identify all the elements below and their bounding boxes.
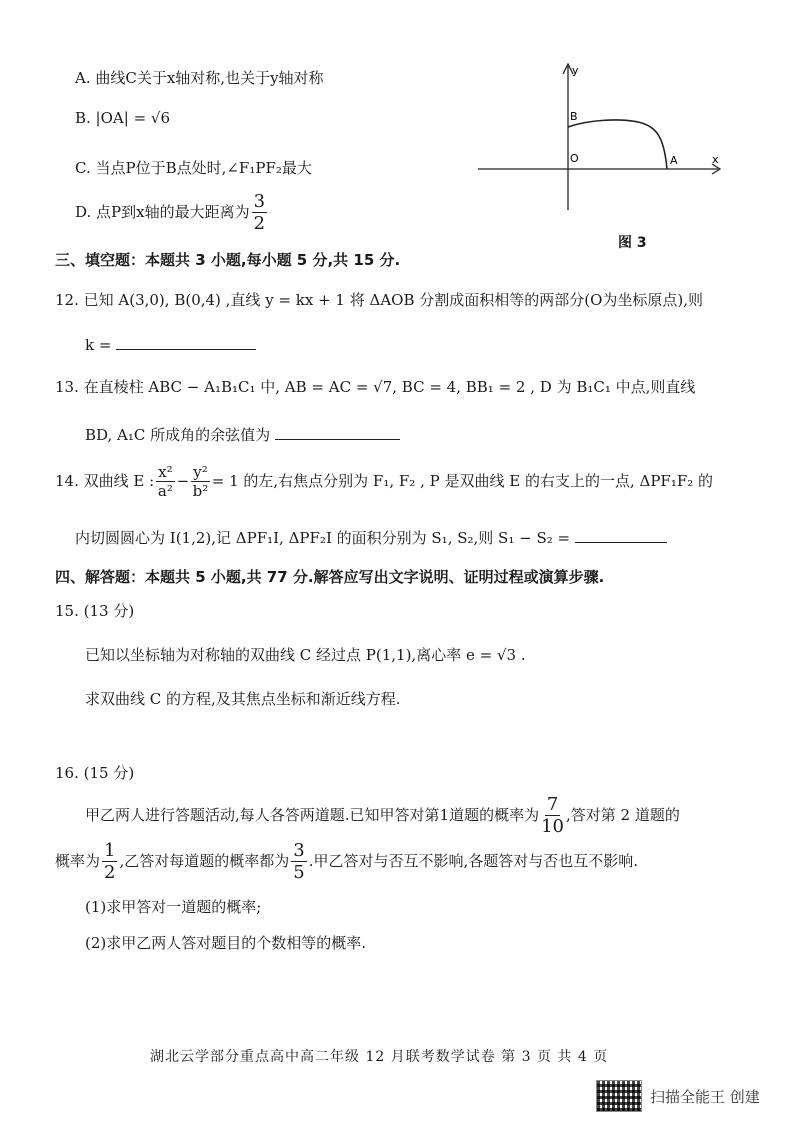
q16-l1b: ,答对第 2 道题的 [566, 806, 680, 824]
q16-fraction-3 [291, 842, 306, 882]
figure-caption: 图 3 [618, 235, 647, 251]
y-axis-label: y [572, 64, 579, 77]
q16-l1a: 甲乙两人进行答题活动,每人各答两道题.已知甲答对第1道题的概率为 [85, 806, 540, 824]
q16-f1-den: 10 [541, 816, 564, 837]
q15-line2: 求双曲线 C 的方程,及其焦点坐标和渐近线方程. [85, 690, 401, 708]
q14-f1-den: a² [157, 482, 173, 500]
q14-minus: − [176, 472, 190, 490]
q12-k-label: k = [85, 336, 112, 354]
q14-prefix: 14. 双曲线 E : [55, 472, 155, 490]
option-c: C. 当点P位于B点处时,∠F₁PF₂最大 [75, 159, 312, 177]
x-axis-label: x [712, 153, 719, 166]
q14-fraction-x [156, 465, 174, 499]
q13-line2 [85, 423, 400, 445]
option-d-den: 2 [253, 213, 266, 234]
q14-fraction-y [191, 465, 210, 499]
q12-line2 [85, 333, 256, 355]
option-d [75, 193, 269, 233]
q13-text: BD, A₁C 所成角的余弦值为 [85, 426, 271, 444]
q15-heading: 15. (13 分) [55, 602, 135, 620]
figure-3-graph [478, 60, 728, 250]
q16-l2b: ,乙答对每道题的概率都为 [119, 852, 290, 870]
point-a-label: A [670, 154, 678, 167]
q15-line1: 已知以坐标轴为对称轴的双曲线 C 经过点 P(1,1),离心率 e = √3 . [85, 646, 526, 664]
q14-text2: 内切圆圆心为 I(1,2),记 ΔPF₁I, ΔPF₂I 的面积分别为 S₁, S₂,则 S₁ − S₂ = [75, 529, 571, 547]
q16-line2 [55, 842, 638, 882]
page-footer: 湖北云学部分重点高中高二年级 12 月联考数学试卷 第 3 页 共 4 页 [150, 1049, 609, 1065]
q12-answer-blank[interactable] [116, 333, 256, 350]
option-a: A. 曲线C关于x轴对称,也关于y轴对称 [75, 69, 324, 87]
option-b: B. |OA| = √6 [75, 109, 171, 127]
option-d-text: D. 点P到x轴的最大距离为 [75, 203, 250, 221]
q16-heading: 16. (15 分) [55, 764, 135, 782]
q14-f2-den: b² [192, 482, 209, 500]
q16-sub2: (2)求甲乙两人答对题目的个数相等的概率. [85, 934, 367, 952]
option-d-fraction [252, 193, 267, 233]
q16-l2c: .甲乙答对与否互不影响,各题答对与否也互不影响. [308, 852, 639, 870]
q14-f2-num: y² [193, 463, 208, 481]
section-3-heading: 三、填空题：本题共 3 小题,每小题 5 分,共 15 分. [55, 251, 401, 269]
q16-fraction-1 [541, 796, 564, 836]
figure-3 [478, 60, 728, 250]
q14-suffix: = 1 的左,右焦点分别为 F₁, F₂ , P 是双曲线 E 的右支上的一点, ΔPF₁F₂ 的 [211, 472, 714, 490]
q12-line1: 12. 已知 A(3,0), B(0,4) ,直线 y = kx + 1 将 ΔAOB 分割成面积相等的两部分(O为坐标原点),则 [55, 291, 704, 309]
q16-f1-num: 7 [546, 794, 559, 815]
origin-label: O [570, 152, 579, 165]
scanner-stamp [596, 1080, 760, 1112]
q14-f1-num: x² [158, 463, 173, 481]
q13-answer-blank[interactable] [275, 423, 400, 440]
q14-line2 [75, 526, 667, 548]
q16-f3-den: 5 [293, 862, 305, 883]
q16-f2-den: 2 [104, 862, 116, 883]
q13-line1: 13. 在直棱柱 ABC − A₁B₁C₁ 中, AB = AC = √7, BC = 4, BB₁ = 2 , D 为 B₁C₁ 中点,则直线 [55, 378, 696, 396]
q16-fraction-2 [102, 842, 117, 882]
section-4-heading: 四、解答题：本题共 5 小题,共 77 分.解答应写出文字说明、证明过程或演算步骤. [55, 568, 605, 586]
option-d-num: 3 [253, 191, 266, 212]
scanner-stamp-text: 扫描全能王 创建 [650, 1087, 760, 1106]
q16-f3-num: 3 [293, 840, 305, 861]
point-b-label: B [570, 110, 578, 123]
qr-code-icon [596, 1080, 642, 1112]
q16-line1 [85, 796, 680, 836]
q14-line1 [55, 465, 713, 499]
q16-sub1: (1)求甲答对一道题的概率; [85, 898, 262, 916]
curve-c [568, 120, 667, 169]
q16-l2a: 概率为 [55, 852, 101, 870]
q14-answer-blank[interactable] [575, 526, 667, 543]
q16-f2-num: 1 [104, 840, 116, 861]
